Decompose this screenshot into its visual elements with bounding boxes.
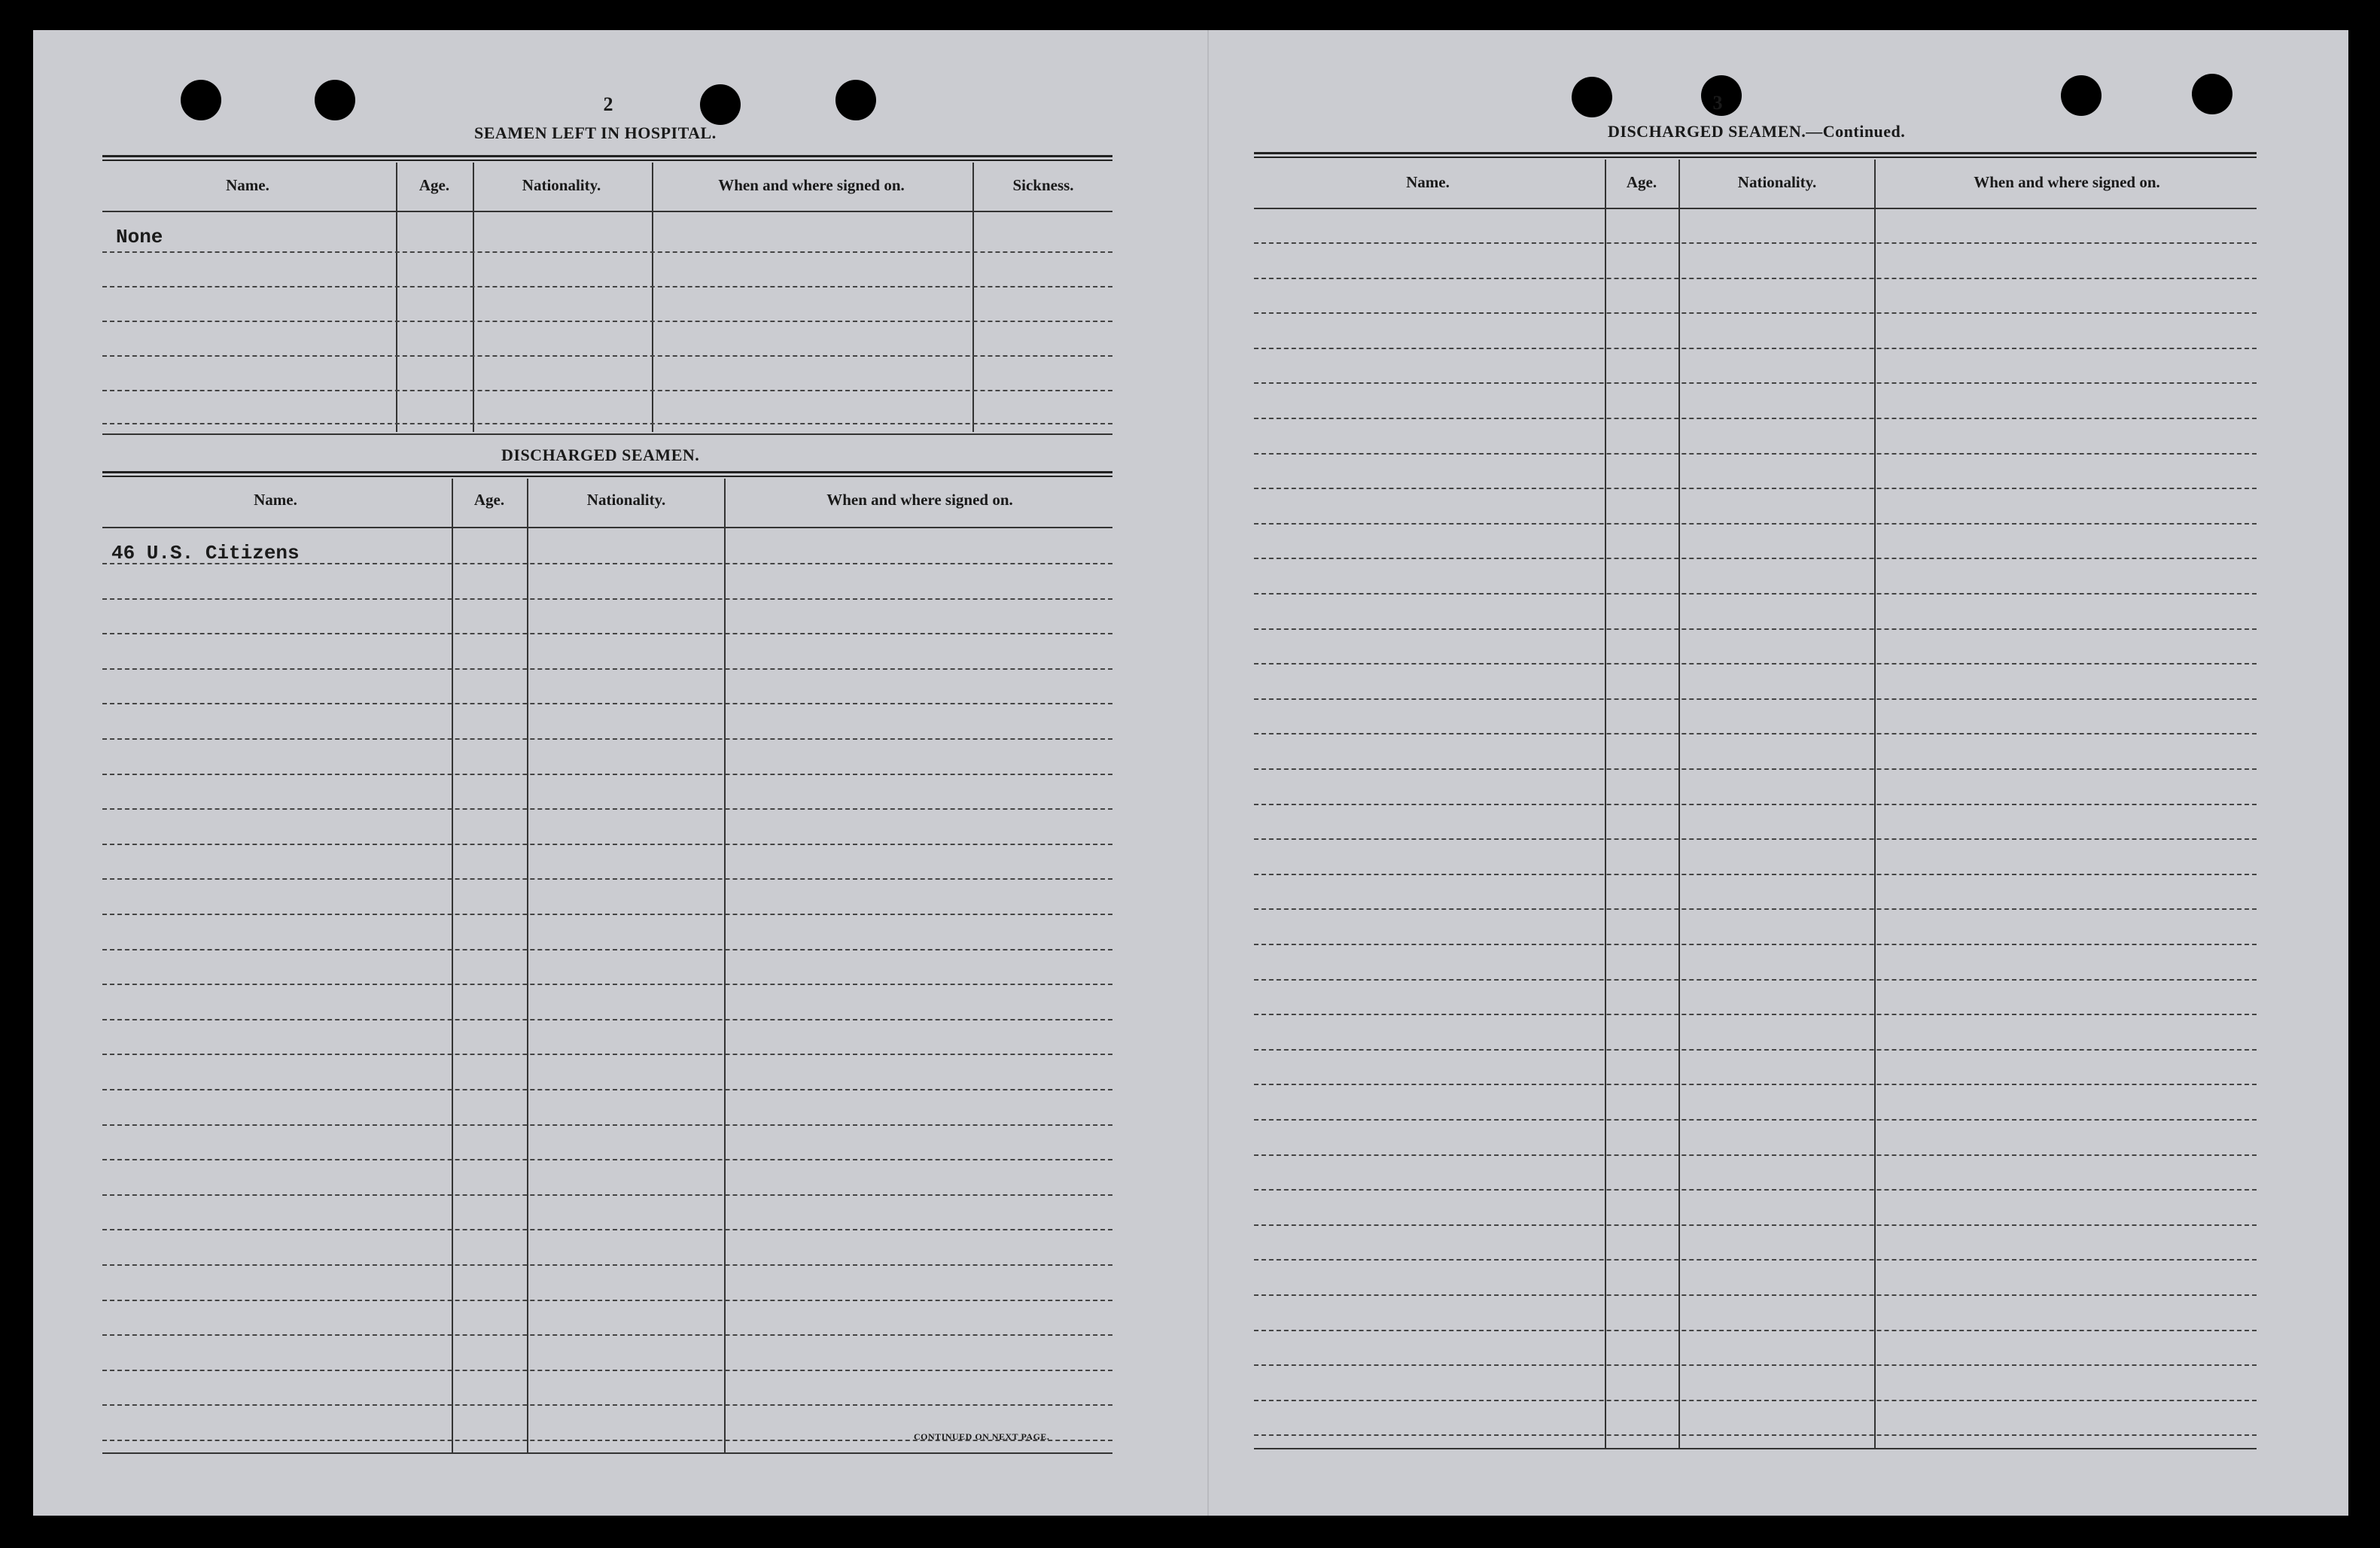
table-row-line [102,808,1112,810]
table-row-line [1254,1084,2257,1085]
table-row-line [102,1264,1112,1266]
table-row-line [1254,523,2257,525]
table-row-line [1254,1049,2257,1051]
hospital-header-rule [102,211,1112,212]
hospital-row-line [102,423,1112,424]
table-row-line [102,1019,1112,1020]
continued-header-rule [1254,208,2257,209]
table-row-line [1254,698,2257,700]
discharged-continued-title: DISCHARGED SEAMEN.—Continued. [1608,122,1906,141]
hospital-col-age: Age. [418,176,450,194]
table-row-line [1254,628,2257,630]
table-row-line [102,878,1112,880]
table-row-line [102,1370,1112,1371]
table-row-line [1254,1119,2257,1121]
table-row-line [102,1334,1112,1336]
hospital-entry-name: None [116,226,163,248]
continued-table-top-rule [1254,152,2257,158]
table-row-line [1254,1330,2257,1331]
table-row-line [1254,944,2257,945]
scanned-document [33,30,2348,1516]
table-row-line [1254,908,2257,910]
table-row-line [1254,874,2257,875]
table-row-line [102,668,1112,670]
table-row-line [102,844,1112,845]
table-row-line [1254,1189,2257,1191]
discharged-col-when-where: When and where signed on. [826,491,1013,509]
left-page [33,30,1207,1516]
table-row-line [1254,979,2257,981]
continued-table-bottom-rule [1254,1448,2257,1449]
table-row-line [1254,242,2257,244]
table-row-line [102,633,1112,634]
hospital-col-divider [972,163,974,432]
punch-hole [2192,74,2232,114]
table-row-line [102,738,1112,740]
hospital-row-line [102,390,1112,391]
table-row-line [1254,1294,2257,1296]
table-row-line [1254,348,2257,349]
punch-hole [1572,77,1612,117]
table-row-line [1254,278,2257,279]
table-row-line [1254,1259,2257,1261]
table-row-line [1254,558,2257,559]
table-row-line [1254,593,2257,595]
table-row-line [102,1404,1112,1406]
punch-hole [2061,75,2102,116]
table-row-line [102,1194,1112,1196]
discharged-col-divider [724,479,726,1452]
table-row-line [1254,488,2257,489]
table-row-line [1254,1364,2257,1366]
discharged-col-divider [527,479,528,1452]
hospital-row-line [102,321,1112,322]
hospital-col-nationality: Nationality. [522,176,601,194]
page-number: 2 [603,93,613,115]
discharged-section-title: DISCHARGED SEAMEN. [501,446,700,464]
table-row-line [1254,312,2257,314]
hospital-col-divider [396,163,397,432]
hospital-col-divider [473,163,474,432]
continued-note: CONTINUED ON NEXT PAGE. [914,1431,1050,1442]
continued-col-name: Name. [1406,173,1450,191]
discharged-col-divider [452,479,453,1452]
table-row-line [1254,1014,2257,1015]
table-row-line [1254,1154,2257,1156]
table-row-line [102,703,1112,704]
hospital-table-bottom-rule [102,433,1112,435]
punch-hole [700,84,741,125]
table-row-line [102,563,1112,564]
table-row-line [1254,453,2257,455]
hospital-row-line [102,251,1112,253]
continued-col-nationality: Nationality. [1737,173,1817,191]
discharged-entry-name: 46 U.S. Citizens [111,542,300,564]
table-row-line [1254,838,2257,840]
discharged-table-bottom-rule [102,1452,1112,1454]
hospital-row-line [102,286,1112,287]
discharged-col-nationality: Nationality. [586,491,666,509]
page-number: 3 [1712,92,1723,114]
table-row-line [102,774,1112,775]
table-row-line [1254,382,2257,384]
table-row-line [1254,804,2257,805]
table-row-line [1254,1224,2257,1226]
table-row-line [102,1159,1112,1160]
hospital-col-sickness: Sickness. [1012,176,1074,194]
hospital-row-line [102,355,1112,357]
table-row-line [102,1054,1112,1055]
continued-col-when-where: When and where signed on. [1974,173,2160,191]
hospital-col-divider [652,163,653,432]
table-row-line [102,949,1112,950]
table-row-line [102,598,1112,600]
table-row-line [1254,418,2257,419]
punch-hole [181,80,221,120]
punch-hole [835,80,876,120]
discharged-col-name: Name. [254,491,297,509]
hospital-section-title: SEAMEN LEFT IN HOSPITAL. [474,123,717,142]
hospital-col-name: Name. [226,176,269,194]
table-row-line [102,984,1112,985]
discharged-table-top-rule [102,471,1112,477]
table-row-line [102,914,1112,915]
punch-hole [315,80,355,120]
continued-col-age: Age. [1626,173,1657,191]
table-row-line [1254,768,2257,770]
right-page [1207,30,2350,1516]
discharged-header-rule [102,527,1112,528]
table-row-line [1254,663,2257,665]
table-row-line [1254,1400,2257,1401]
discharged-col-age: Age. [473,491,505,509]
table-row-line [102,1229,1112,1230]
table-row-line [1254,1434,2257,1436]
hospital-table-top-rule [102,155,1112,161]
table-row-line [102,1124,1112,1126]
hospital-col-when-where: When and where signed on. [718,176,905,194]
table-row-line [102,1300,1112,1301]
table-row-line [102,1089,1112,1090]
table-row-line [1254,733,2257,734]
